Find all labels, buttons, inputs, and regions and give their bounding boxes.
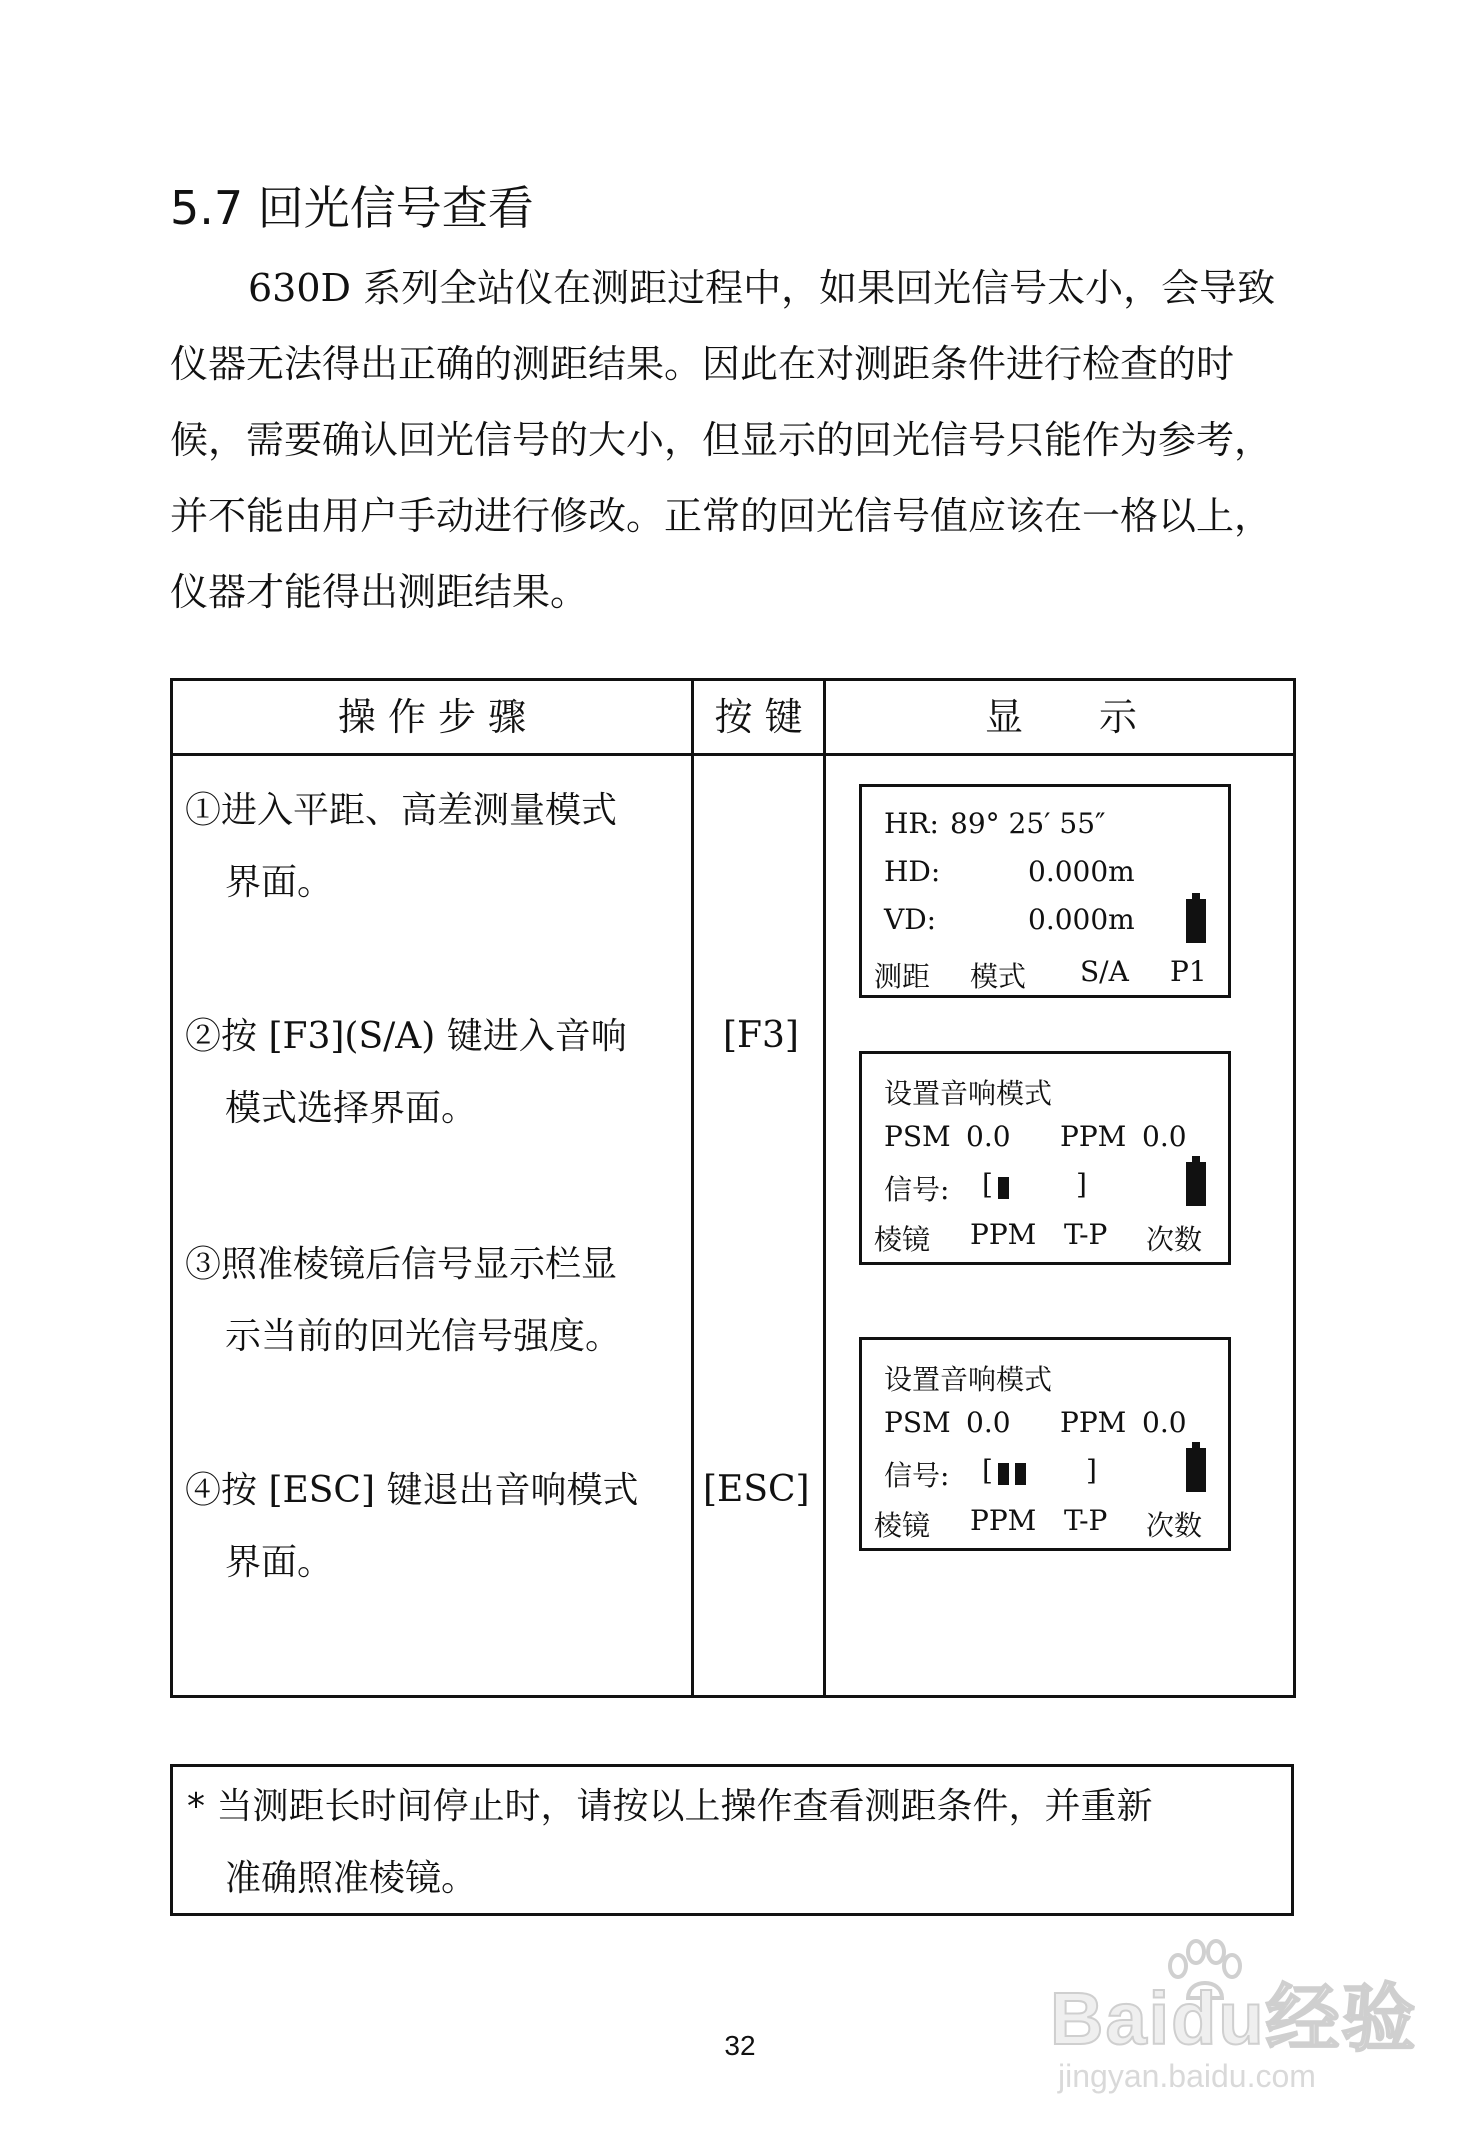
watermark-url: jingyan.baidu.com	[1058, 2058, 1316, 2094]
softkey: 棱镜	[874, 1509, 931, 1542]
header-keys: 按 键	[714, 695, 803, 739]
signal-bar	[998, 1463, 1009, 1485]
ppm-label: PPM	[1060, 1406, 1127, 1439]
softkey: T-P	[1064, 1218, 1108, 1251]
softkey: P1	[1170, 955, 1207, 988]
column-divider	[691, 681, 694, 1695]
note-text: 准确照准棱镜。	[225, 1858, 478, 1899]
step-text: ①进入平距、高差测量模式	[185, 790, 618, 831]
softkey: 测距	[874, 960, 931, 993]
header-divider	[173, 753, 1293, 756]
watermark	[1040, 1940, 1420, 2120]
step-text: ④按 [ESC] 键退出音响模式	[185, 1470, 639, 1511]
softkey: PPM	[970, 1218, 1037, 1251]
softkey: 次数	[1146, 1223, 1203, 1256]
step-text: 模式选择界面。	[225, 1088, 478, 1129]
header-steps: 操 作 步 骤	[337, 695, 527, 739]
step-text: 界面。	[225, 862, 334, 903]
battery-icon	[1186, 899, 1206, 943]
battery-icon	[1186, 1162, 1206, 1206]
header-display: 显 示	[984, 695, 1137, 739]
ppm-label: PPM	[1060, 1120, 1127, 1153]
hd-value: 0.000m	[1028, 855, 1135, 888]
lcd-screen-audio-2	[859, 1337, 1231, 1551]
procedure-table	[170, 678, 1296, 1698]
softkey: S/A	[1080, 955, 1129, 988]
intro-line: 并不能由用户手动进行修改。正常的回光信号值应该在一格以上，	[170, 494, 1273, 538]
ppm-value: 0.0	[1142, 1120, 1187, 1153]
softkey: 棱镜	[874, 1223, 931, 1256]
hr-value: 89° 25′ 55″	[950, 807, 1106, 840]
hr-label: HR:	[884, 807, 939, 840]
vd-value: 0.000m	[1028, 903, 1135, 936]
ppm-value: 0.0	[1142, 1406, 1187, 1439]
softkey: 次数	[1146, 1509, 1203, 1542]
signal-meter	[998, 1457, 1032, 1490]
screen-title: 设置音响模式	[884, 1363, 1053, 1396]
signal-label: 信号:	[884, 1173, 950, 1206]
psm-value: 0.0	[966, 1120, 1011, 1153]
intro-line: 630D 系列全站仪在测距过程中，如果回光信号太小，会导致	[248, 266, 1276, 310]
signal-bar	[998, 1177, 1009, 1199]
softkey: 模式	[970, 960, 1027, 993]
signal-meter	[998, 1171, 1015, 1204]
lcd-screen-measure	[859, 784, 1231, 998]
vd-label: VD:	[884, 903, 937, 936]
section-heading: 5.7 回光信号查看	[170, 181, 534, 235]
lcd-screen-audio-1	[859, 1051, 1231, 1265]
signal-close-bracket: ]	[1076, 1168, 1087, 1201]
intro-line: 仪器无法得出正确的测距结果。因此在对测距条件进行检查的时	[170, 342, 1235, 386]
note-text: * 当测距长时间停止时，请按以上操作查看测距条件，并重新	[187, 1786, 1153, 1827]
psm-label: PSM	[884, 1120, 951, 1153]
psm-value: 0.0	[966, 1406, 1011, 1439]
intro-line: 候，需要确认回光信号的大小，但显示的回光信号只能作为参考，	[170, 418, 1273, 462]
intro-line: 仪器才能得出测距结果。	[170, 570, 589, 614]
signal-bar	[1015, 1463, 1026, 1485]
signal-open-bracket: [	[982, 1168, 993, 1201]
page-number: 32	[724, 2030, 756, 2061]
hd-label: HD:	[884, 855, 941, 888]
signal-label: 信号:	[884, 1459, 950, 1492]
note-box	[170, 1764, 1294, 1916]
battery-icon	[1186, 1448, 1206, 1492]
signal-open-bracket: [	[982, 1454, 993, 1487]
step-text: ③照准棱镜后信号显示栏显	[185, 1244, 618, 1285]
psm-label: PSM	[884, 1406, 951, 1439]
key-f3: [F3]	[723, 1015, 799, 1056]
softkey: PPM	[970, 1504, 1037, 1537]
screen-title: 设置音响模式	[884, 1077, 1053, 1110]
step-text: 示当前的回光信号强度。	[225, 1316, 622, 1357]
signal-close-bracket: ]	[1086, 1454, 1097, 1487]
step-text: ②按 [F3](S/A) 键进入音响	[185, 1016, 627, 1057]
softkey: T-P	[1064, 1504, 1108, 1537]
key-esc: [ESC]	[703, 1469, 810, 1510]
step-text: 界面。	[225, 1542, 334, 1583]
watermark-brand: Baidu经验	[1050, 1977, 1418, 2060]
column-divider	[823, 681, 826, 1695]
